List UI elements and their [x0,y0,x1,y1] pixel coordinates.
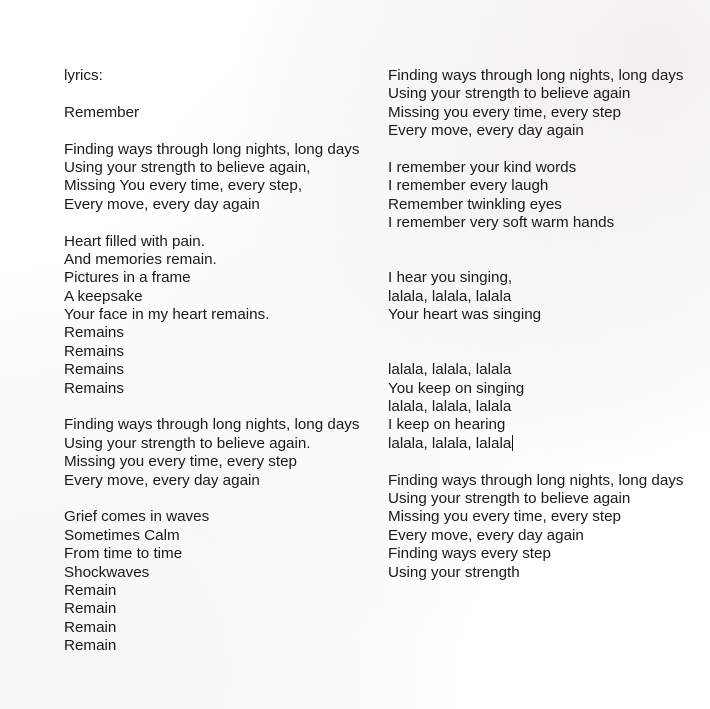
lyric-line-text: Remember twinkling eyes [388,195,562,213]
lyric-line-text: Remains [64,379,124,397]
lyric-line[interactable] [388,508,688,526]
lyric-line[interactable] [64,159,364,177]
lyric-line[interactable] [388,214,688,232]
lyric-line-text: From time to time [64,545,183,563]
lyric-line[interactable] [388,564,688,582]
lyric-line[interactable] [64,251,364,269]
left-lyrics-column [64,67,364,656]
lyric-line[interactable] [388,159,688,177]
lyric-line[interactable] [388,435,688,453]
lyric-line[interactable] [64,67,364,85]
lyric-line-text: I remember every laugh [388,177,549,195]
lyric-line[interactable] [388,545,688,563]
lyric-line-text: lalala, lalala, lalala [388,287,512,305]
lyric-line-text: lalala, lalala, lalala [388,398,512,416]
lyric-line-text: Using your strength to believe again [388,490,631,508]
lyric-line-text: lalala, lalala, lalala [388,434,512,452]
lyric-line-text: Using your strength to believe again. [64,434,311,452]
lyric-line[interactable] [388,398,688,416]
lyric-line-text: Finding ways through long nights, long days [64,140,360,158]
lyric-line-text: Finding ways through long nights, long days [388,471,684,489]
lyric-line-text: And memories remain. [64,250,217,268]
stanza-gap [64,85,364,103]
lyric-line-text: Finding ways through long nights, long days [388,67,684,84]
lyric-line[interactable] [64,435,364,453]
lyric-line[interactable] [64,619,364,637]
lyric-line[interactable] [388,361,688,379]
lyric-line-text: Every move, every day again [388,526,584,544]
lyric-line[interactable] [388,196,688,214]
stanza-gap [388,453,688,471]
lyric-line[interactable] [64,233,364,251]
lyric-line[interactable] [64,361,364,379]
lyric-line-text: Every move, every day again [64,195,260,213]
lyric-line-text: Finding ways through long nights, long days [64,416,360,434]
lyric-line[interactable] [64,600,364,618]
lyric-line-text: Remain [64,618,117,636]
lyric-line-text: Remain [64,581,117,599]
lyric-line-text: Remain [64,600,117,618]
stanza-gap [388,324,688,342]
lyric-line-text: A keepsake [64,287,143,305]
lyric-line[interactable] [64,508,364,526]
lyric-line[interactable] [64,637,364,655]
lyric-line-text: Every move, every day again [388,122,584,140]
text-cursor [512,435,513,451]
lyric-line-text: Remain [64,637,117,655]
lyric-line-text: Using your strength [388,563,520,581]
lyric-line[interactable] [64,472,364,490]
stanza-gap [64,490,364,508]
stanza-gap [388,343,688,361]
lyric-line-text: You keep on singing [388,379,525,397]
lyric-line-text: Shockwaves [64,563,150,581]
lyric-line[interactable] [64,196,364,214]
lyric-line-text: Remains [64,342,124,360]
lyric-line-text: Finding ways every step [388,545,551,563]
stanza-gap [388,233,688,251]
stanza-gap [388,141,688,159]
lyric-line[interactable] [64,177,364,195]
lyric-line[interactable] [64,527,364,545]
lyric-line-text: Sometimes Calm [64,526,180,544]
lyric-line-text: I hear you singing, [388,269,513,287]
lyric-line-text: lalala, lalala, lalala [388,361,512,379]
lyric-line-text: Using your strength to believe again, [64,158,311,176]
stanza-gap [64,122,364,140]
lyric-line-text: I remember your kind words [388,158,577,176]
lyric-line[interactable] [64,343,364,361]
lyric-line-text: I remember very soft warm hands [388,214,615,232]
lyric-line-text: Missing You every time, every step, [64,177,303,195]
lyric-line[interactable] [64,288,364,306]
lyric-line-text: I keep on hearing [388,416,506,434]
lyric-line-text: Your heart was singing [388,306,542,324]
lyric-line-text: Heart filled with pain. [64,232,205,250]
stanza-gap [64,214,364,232]
lyric-line[interactable] [64,324,364,342]
right-lyrics-column [388,67,688,582]
lyric-line[interactable] [64,141,364,159]
lyric-line[interactable] [64,545,364,563]
lyric-line[interactable] [388,104,688,122]
lyric-line-text: Your face in my heart remains. [64,306,270,324]
stanza-gap [388,251,688,269]
lyric-line-text: Every move, every day again [64,471,260,489]
lyric-line-text: Remember [64,103,140,121]
lyric-line[interactable] [388,122,688,140]
lyric-line[interactable] [388,306,688,324]
lyric-line[interactable] [64,380,364,398]
lyric-line[interactable] [388,269,688,287]
lyric-line-text: Pictures in a frame [64,269,191,287]
lyric-line-text: Using your strength to believe again [388,85,631,103]
lyric-line[interactable] [388,85,688,103]
lyric-line[interactable] [64,453,364,471]
stanza-gap [64,398,364,416]
lyric-line[interactable] [388,177,688,195]
lyric-line[interactable] [64,564,364,582]
lyric-line[interactable] [64,416,364,434]
lyric-line[interactable] [388,472,688,490]
lyric-line-text: Missing you every time, every step [388,508,621,526]
lyric-line[interactable] [64,104,364,122]
lyric-line[interactable] [388,288,688,306]
lyric-line[interactable] [64,269,364,287]
lyric-line[interactable] [388,67,688,85]
lyric-line-text: Missing you every time, every step [388,103,621,121]
lyric-line[interactable] [388,380,688,398]
lyric-line[interactable] [388,416,688,434]
lyric-line[interactable] [64,306,364,324]
lyric-line-text: lyrics: [64,67,103,84]
lyric-line-text: Remains [64,324,124,342]
lyric-line[interactable] [64,582,364,600]
lyric-line-text: Grief comes in waves [64,508,210,526]
lyric-line[interactable] [388,490,688,508]
lyric-line-text: Missing you every time, every step [64,453,297,471]
lyric-line-text: Remains [64,361,124,379]
lyric-line[interactable] [388,527,688,545]
